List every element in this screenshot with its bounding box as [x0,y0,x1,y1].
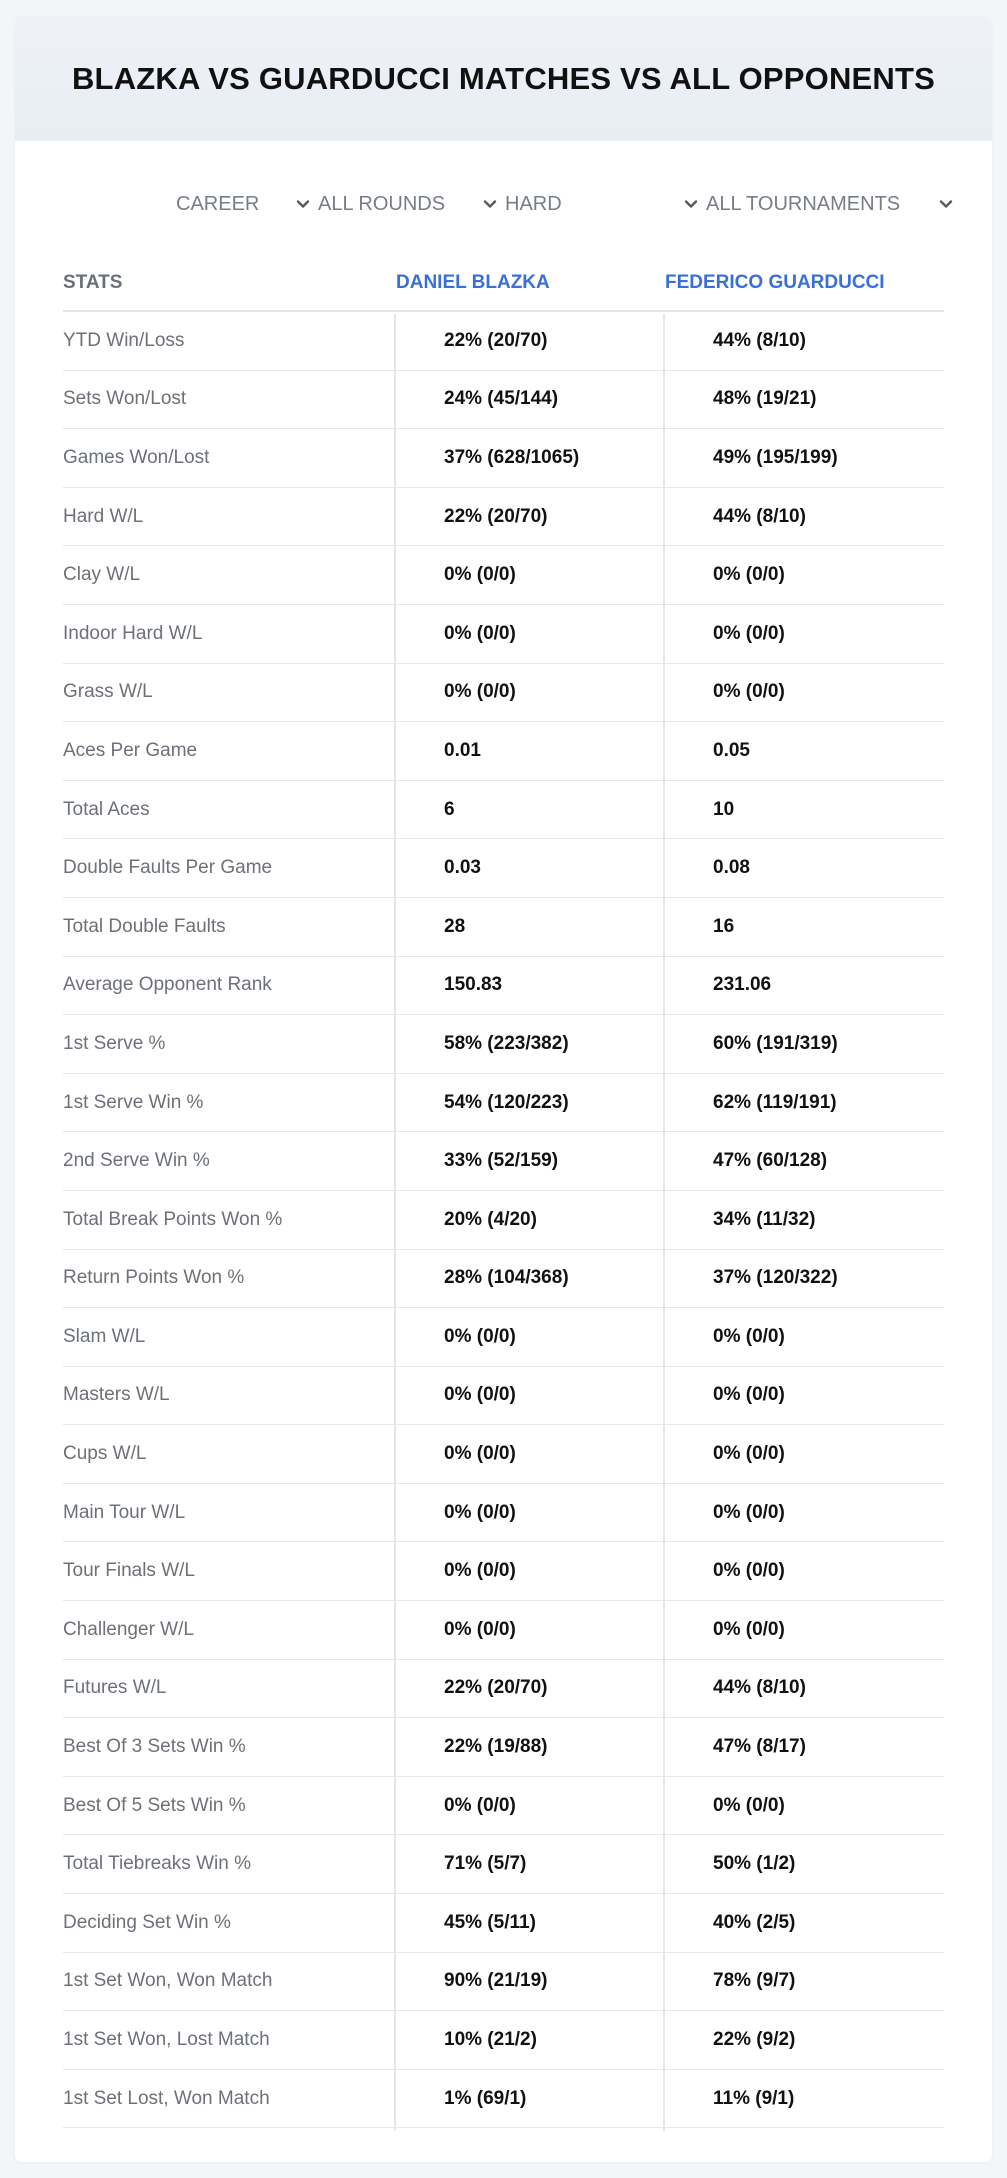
table-row [63,781,944,840]
table-row [63,488,944,547]
table-row [63,1484,944,1543]
player1-value: 6 [444,798,455,820]
player2-value: 0% (0/0) [713,564,785,586]
stats-column-header: STATS [63,272,123,293]
player2-value: 40% (2/5) [713,1911,796,1933]
player1-value: 150.83 [444,974,503,996]
player2-value: 10 [713,798,735,820]
stat-label: Average Opponent Rank [63,974,272,996]
stat-label: Futures W/L [63,1677,167,1699]
stat-label: Best Of 5 Sets Win % [63,1794,246,1816]
stat-label: Grass W/L [63,681,153,703]
player2-value: 0% (0/0) [713,1560,785,1582]
table-row [63,371,944,430]
player1-value: 0% (0/0) [444,1443,516,1465]
stats-card [15,16,992,2162]
table-body [63,312,944,2128]
player2-value: 47% (60/128) [713,1150,828,1172]
player2-value: 0.05 [713,739,750,761]
player2-value: 48% (19/21) [713,388,817,410]
player2-value: 0.08 [713,857,750,879]
player1-value: 45% (5/11) [444,1911,536,1933]
table-row [63,839,944,898]
player2-value: 0% (0/0) [713,1443,785,1465]
stat-label: 1st Serve Win % [63,1091,204,1113]
player2-value: 11% (9/1) [713,2087,795,2109]
player2-value: 49% (195/199) [713,446,838,468]
player1-value: 0% (0/0) [444,1560,516,1582]
player2-value: 37% (120/322) [713,1267,838,1289]
player1-value: 0% (0/0) [444,681,516,703]
player2-value: 0% (0/0) [713,1501,785,1523]
player1-value: 58% (223/382) [444,1032,569,1054]
table-row [63,1660,944,1719]
table-row [63,1074,944,1133]
table-row [63,722,944,781]
player2-value: 47% (8/17) [713,1736,806,1758]
player2-value: 0% (0/0) [713,1618,785,1640]
player2-value: 34% (11/32) [713,1208,816,1230]
table-row [63,1250,944,1309]
table-row [63,546,944,605]
player1-value: 22% (20/70) [444,329,548,351]
stat-label: 2nd Serve Win % [63,1150,210,1172]
stats-table [63,252,944,2128]
table-row [63,2011,944,2070]
player1-value: 0% (0/0) [444,1384,516,1406]
player1-value: 0% (0/0) [444,564,516,586]
tournaments-select[interactable] [706,184,956,224]
player1-value: 22% (20/70) [444,505,548,527]
stat-label: Total Break Points Won % [63,1208,283,1230]
chevron-down-icon [480,194,500,214]
card-header [15,16,992,141]
player2-value: 44% (8/10) [713,1677,806,1699]
player2-value: 50% (1/2) [713,1853,796,1875]
player2-value: 0% (0/0) [713,622,785,644]
player1-value: 33% (52/159) [444,1150,559,1172]
stat-label: Total Double Faults [63,915,226,937]
period-select[interactable] [176,184,313,224]
table-row [63,1894,944,1953]
player1-value: 0.01 [444,739,481,761]
player2-value: 0% (0/0) [713,1384,785,1406]
stat-label: Challenger W/L [63,1618,194,1640]
player1-value: 0% (0/0) [444,1794,516,1816]
chevron-down-icon [936,194,956,214]
player1-value: 0% (0/0) [444,1501,516,1523]
player2-value: 0% (0/0) [713,1325,785,1347]
table-row [63,1425,944,1484]
player2-value: 44% (8/10) [713,329,806,351]
rounds-select-value: ALL ROUNDS [318,192,446,215]
stat-label: Cups W/L [63,1443,147,1465]
stat-label: 1st Set Won, Lost Match [63,2029,270,2051]
table-row [63,1953,944,2012]
player2-value: 44% (8/10) [713,505,806,527]
player1-value: 20% (4/20) [444,1208,537,1230]
player1-value: 0% (0/0) [444,1325,516,1347]
stat-label: Slam W/L [63,1325,146,1347]
table-header [63,252,944,312]
table-row [63,429,944,488]
player2-value: 22% (9/2) [713,2029,796,2051]
stat-label: Tour Finals W/L [63,1560,195,1582]
stat-label: Main Tour W/L [63,1501,186,1523]
player2-value: 231.06 [713,974,772,996]
page-title: BLAZKA VS GUARDUCCI MATCHES VS ALL OPPONENTS [71,60,936,96]
table-row [63,957,944,1016]
player2-value: 16 [713,915,735,937]
period-select-value: CAREER [176,192,260,215]
player1-value: 37% (628/1065) [444,446,580,468]
stat-label: Aces Per Game [63,739,198,761]
stat-label: YTD Win/Loss [63,329,185,351]
table-row [63,1308,944,1367]
table-row [63,1601,944,1660]
stat-label: Total Tiebreaks Win % [63,1853,251,1875]
surface-select[interactable] [505,184,701,224]
stat-label: Sets Won/Lost [63,388,187,410]
rounds-select[interactable] [318,184,500,224]
player1-value: 71% (5/7) [444,1853,527,1875]
stat-label: Masters W/L [63,1384,170,1406]
player1-value: 24% (45/144) [444,388,559,410]
stat-label: Double Faults Per Game [63,857,273,879]
player2-value: 62% (119/191) [713,1091,837,1113]
player1-value: 90% (21/19) [444,1970,548,1992]
filter-bar [15,184,992,224]
stat-label: 1st Set Won, Won Match [63,1970,273,1992]
stat-label: Hard W/L [63,505,144,527]
player2-value: 78% (9/7) [713,1970,796,1992]
table-row [63,1835,944,1894]
table-row [63,312,944,371]
tournaments-select-value: ALL TOURNAMENTS [706,192,901,215]
player1-value: 0% (0/0) [444,1618,516,1640]
stat-label: Games Won/Lost [63,446,210,468]
player1-column-header[interactable]: DANIEL BLAZKA [396,272,550,293]
stat-label: Return Points Won % [63,1267,245,1289]
table-row [63,1015,944,1074]
stat-label: Best Of 3 Sets Win % [63,1736,246,1758]
surface-select-value: HARD [505,192,562,215]
table-row [63,1542,944,1601]
table-row [63,664,944,723]
table-row [63,605,944,664]
player1-value: 28% (104/368) [444,1267,569,1289]
player1-value: 22% (20/70) [444,1677,548,1699]
chevron-down-icon [293,194,313,214]
stat-label: 1st Set Lost, Won Match [63,2087,270,2109]
player1-value: 0.03 [444,857,481,879]
column-divider [394,314,396,2131]
stat-label: Total Aces [63,798,150,820]
table-row [63,1132,944,1191]
table-row [63,2070,944,2129]
player2-value: 60% (191/319) [713,1032,838,1054]
column-divider [663,314,665,2131]
table-row [63,1777,944,1836]
player2-column-header[interactable]: FEDERICO GUARDUCCI [665,272,885,293]
player2-value: 0% (0/0) [713,1794,785,1816]
player1-value: 10% (21/2) [444,2029,537,2051]
table-row [63,1191,944,1250]
stat-label: Indoor Hard W/L [63,622,203,644]
player1-value: 0% (0/0) [444,622,516,644]
table-row [63,1367,944,1426]
player1-value: 54% (120/223) [444,1091,569,1113]
player1-value: 1% (69/1) [444,2087,527,2109]
table-row [63,1718,944,1777]
chevron-down-icon [681,194,701,214]
player2-value: 0% (0/0) [713,681,785,703]
player1-value: 28 [444,915,466,937]
stat-label: 1st Serve % [63,1032,166,1054]
stat-label: Clay W/L [63,564,141,586]
stat-label: Deciding Set Win % [63,1911,231,1933]
player1-value: 22% (19/88) [444,1736,548,1758]
table-row [63,898,944,957]
